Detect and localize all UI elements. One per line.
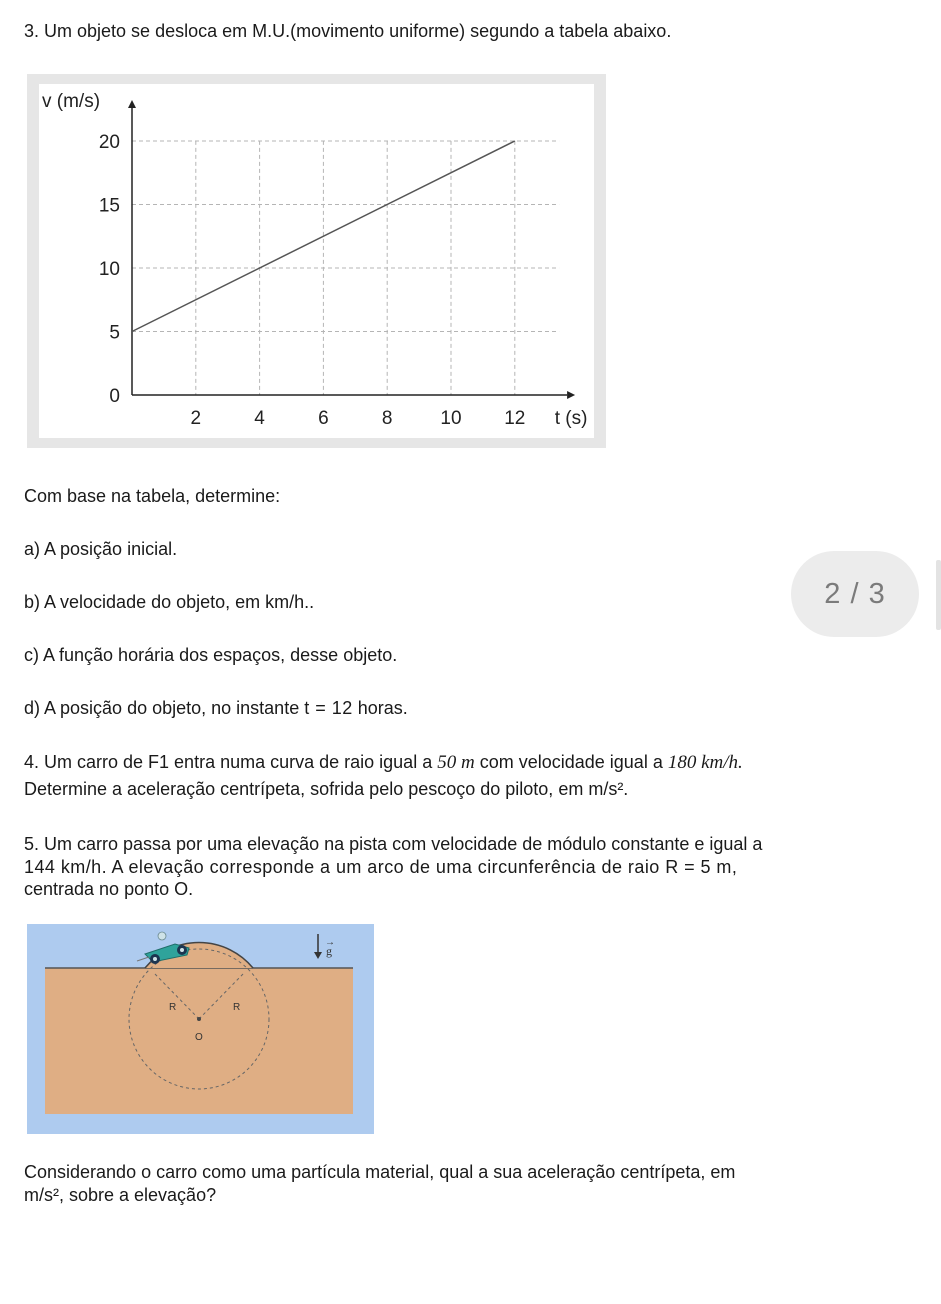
- q3-item-d-tail: horas.: [357, 698, 408, 718]
- q3-prompt: Com base na tabela, determine:: [24, 486, 281, 506]
- x-tick-label-6: 6: [318, 408, 329, 429]
- q5-question-line1: Considerando o carro como uma partícula material, qual a sua aceleração centrípeta, em: [24, 1162, 736, 1182]
- center-point: [197, 1017, 201, 1021]
- scrollbar-thumb[interactable]: [936, 560, 941, 630]
- y-tick-label-15: 15: [98, 195, 120, 217]
- x-axis-arrow-icon: [567, 391, 575, 399]
- label-r-right: R: [233, 1002, 241, 1013]
- q3-item-d-text: d) A posição do objeto, no instante: [24, 698, 300, 718]
- gravity-vector-mark: →: [325, 937, 335, 948]
- q3-item-c: c) A função horária dos espaços, desse objeto.: [24, 645, 398, 665]
- velocity-chart-svg: [39, 84, 594, 438]
- x-tick-label-10: 10: [440, 408, 462, 429]
- x-tick-label-8: 8: [381, 408, 393, 429]
- x-tick-label-4: 4: [254, 408, 265, 429]
- x-tick-label-12: 12: [504, 408, 526, 429]
- elevation-figure: [27, 924, 374, 1134]
- elevation-figure-svg: [27, 924, 374, 1134]
- q3-item-d: [24, 698, 408, 719]
- gravity-arrow-icon: [314, 934, 322, 959]
- label-center: O: [195, 1032, 203, 1043]
- y-tick-label-10: 10: [98, 259, 120, 280]
- label-r-left: R: [169, 1002, 177, 1013]
- q4-line1-a: 4. Um carro de F1 entra numa curva de raio igual a: [24, 752, 433, 772]
- q4-line2: Determine a aceleração centrípeta, sofrida pelo pescoço do piloto, em m/s².: [24, 779, 629, 799]
- y-tick-label-0: 0: [109, 386, 120, 407]
- y-tick-label-5: 5: [109, 322, 120, 344]
- y-tick-label-20: 20: [98, 132, 120, 153]
- velocity-chart: [27, 74, 606, 448]
- label-gravity: g: [326, 944, 332, 958]
- x-tick-label-2: 2: [190, 408, 202, 429]
- page-indicator: 2 / 3: [791, 551, 919, 637]
- q4-line1: [24, 752, 743, 774]
- q3-item-a: a) A posição inicial.: [24, 539, 178, 559]
- q5-line2: 144 km/h. A elevação corresponde a um arco de uma circunferência de raio R = 5 m,: [24, 857, 738, 877]
- x-axis-label: t (s): [554, 408, 588, 429]
- q5-line1: 5. Um carro passa por uma elevação na pista com velocidade de módulo constante e igual a: [24, 834, 763, 854]
- q5-question-line2: m/s², sobre a elevação?: [24, 1185, 217, 1205]
- q4-radius: 50 m: [437, 752, 475, 773]
- q3-item-d-equation: t = 12: [304, 698, 353, 718]
- q3-intro: 3. Um objeto se desloca em M.U.(movimento uniforme) segundo a tabela abaixo.: [24, 21, 672, 41]
- y-axis-label: v (m/s): [42, 91, 101, 112]
- y-axis-arrow-icon: [128, 100, 136, 108]
- q4-speed: 180 km/h.: [667, 752, 743, 773]
- q4-line1-b: com velocidade igual a: [479, 752, 663, 772]
- q3-item-b: b) A velocidade do objeto, em km/h..: [24, 592, 315, 612]
- q5-line3: centrada no ponto O.: [24, 879, 194, 899]
